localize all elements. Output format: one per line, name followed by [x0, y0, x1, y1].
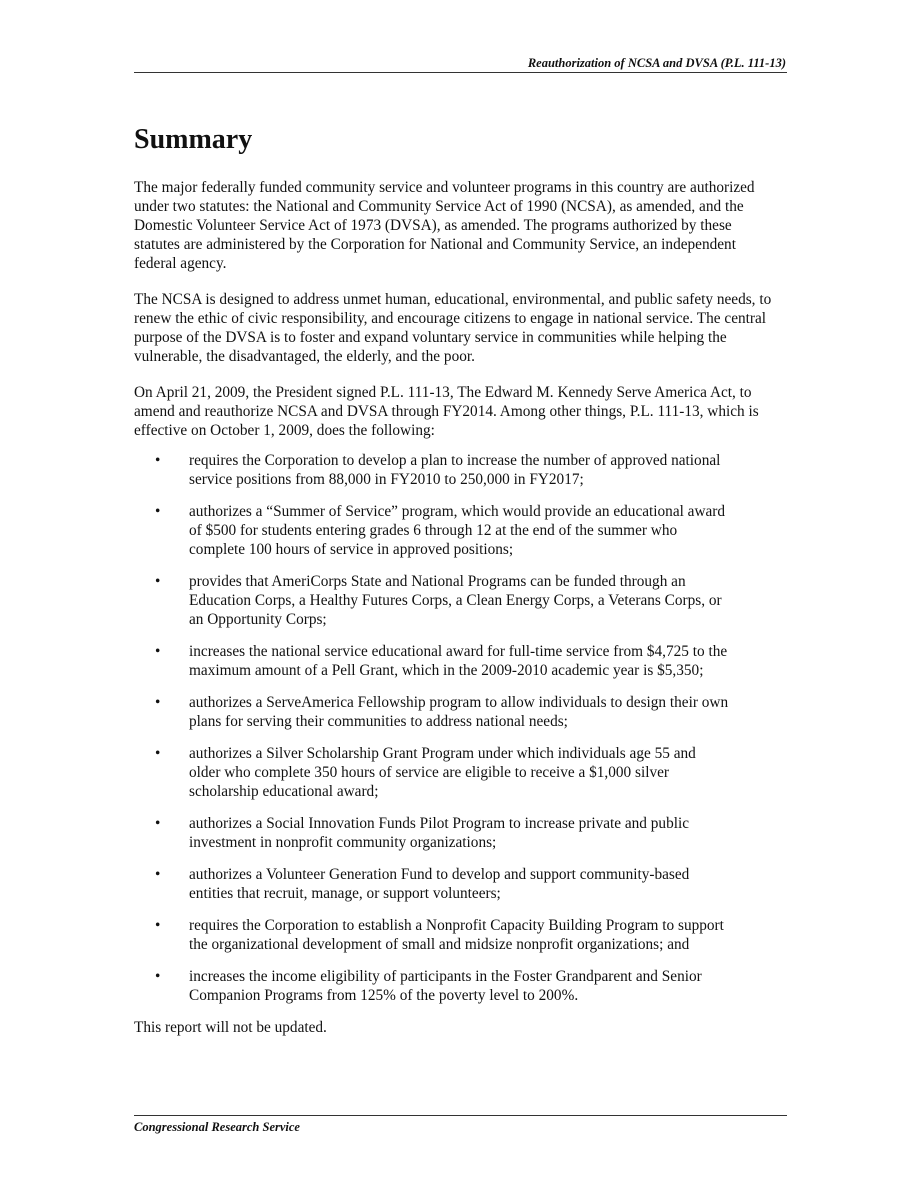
section-title: Summary	[134, 124, 253, 155]
bullet-icon: •	[155, 866, 161, 883]
list-item: • increases the income eligibility of participants in the Foster Grandparent and Senior Companion Programs from 125% of the poverty level to 200%.	[155, 968, 702, 1004]
list-item: • authorizes a Silver Scholarship Grant Program under which individuals age 55 and older who complete 350 hours of service are eligible to receive a $1,000 silver scholarship educational award;	[155, 745, 696, 800]
list-item: • provides that AmeriCorps State and National Programs can be funded through an Education Corps, a Healthy Futures Corps, a Clean Energy Corps, a Veterans Corps, or an Opportunity Corps;	[155, 573, 722, 628]
bullet-icon: •	[155, 573, 161, 590]
bullet-icon: •	[155, 643, 161, 660]
closing-note: This report will not be updated.	[134, 1019, 327, 1036]
list-item: • requires the Corporation to develop a plan to increase the number of approved national service positions from 88,000 in FY2010 to 250,000 in FY2017;	[155, 452, 721, 488]
summary-body	[134, 178, 774, 1054]
bullet-icon: •	[155, 815, 161, 832]
running-header: Reauthorization of NCSA and DVSA (P.L. 111-13)	[527, 56, 786, 70]
bullet-icon: •	[155, 452, 161, 469]
header-divider	[134, 72, 787, 73]
paragraph-statutes: The major federally funded community service and volunteer programs in this country are authorized under two statutes: the National and Community Service Act of 1990 (NCSA), as amended, and the Domestic Volunteer Service Act of 1973 (DVSA), as amended. The programs authorized by these statutes are administered by the Corporation for National and Community Service, an independent federal agency.	[134, 179, 755, 272]
list-item: • authorizes a Social Innovation Funds Pilot Program to increase private and public investment in nonprofit community organizations;	[155, 815, 690, 851]
list-item: • increases the national service educational award for full-time service from $4,725 to the maximum amount of a Pell Grant, which in the 2009-2010 academic year is $5,350;	[155, 643, 728, 679]
bullet-icon: •	[155, 503, 161, 520]
bullet-icon: •	[155, 745, 161, 762]
list-item: • authorizes a ServeAmerica Fellowship program to allow individuals to design their own plans for serving their communities to address national needs;	[155, 694, 729, 730]
list-item: • authorizes a Volunteer Generation Fund to develop and support community-based entities that recruit, manage, or support volunteers;	[155, 866, 690, 902]
bullet-icon: •	[155, 917, 161, 934]
list-item: • authorizes a “Summer of Service” program, which would provide an educational award of $500 for students entering grades 6 through 12 at the end of the summer who complete 100 hours of service in approved positions;	[155, 503, 726, 558]
list-item: • requires the Corporation to establish a Nonprofit Capacity Building Program to support the organizational development of small and midsize nonprofit organizations; and	[155, 917, 724, 953]
paragraph-purpose: The NCSA is designed to address unmet human, educational, environmental, and public safety needs, to renew the ethic of civic responsibility, and encourage citizens to engage in national service. The central purpose of the DVSA is to foster and expand voluntary service in communities while helping the vulnerable, the disadvantaged, the elderly, and the poor.	[134, 291, 772, 365]
paragraph-reauthorization: On April 21, 2009, the President signed P.L. 111-13, The Edward M. Kennedy Serve America Act, to amend and reauthorize NCSA and DVSA through FY2014. Among other things, P.L. 111-13, which is effective on October 1, 2009, does the following:	[134, 384, 759, 439]
footer-org: Congressional Research Service	[134, 1120, 300, 1134]
footer-divider	[134, 1115, 787, 1116]
bullet-icon: •	[155, 968, 161, 985]
bullet-icon: •	[155, 694, 161, 711]
provisions-list	[134, 451, 774, 1005]
